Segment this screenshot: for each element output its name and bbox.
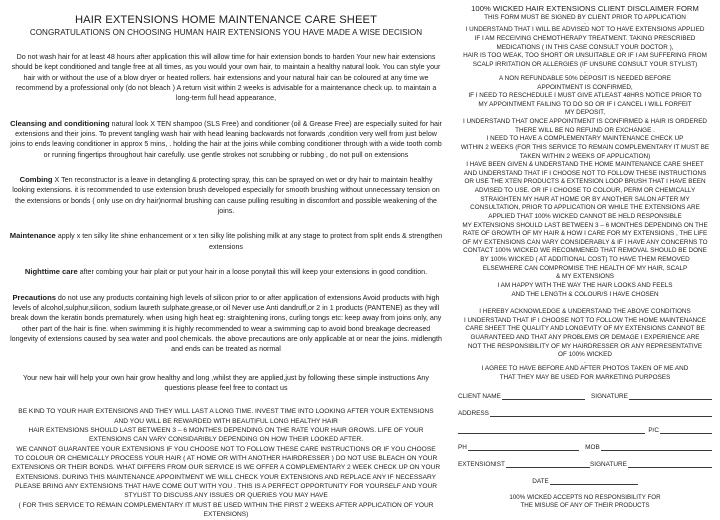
section-nighttime-care [8, 266, 444, 277]
terms-line: BE KIND TO YOUR HAIR EXTENSIONS AND THEY WILL LAST A LONG TIME. INVEST TIME INTO LOOKING AFTER YOUR EXTENSIONS [18, 408, 434, 416]
disclaimer-line: AND THE LENGTH & COLOUR/S I HAVE CHOSEN [511, 290, 659, 298]
disclaimer-line: BY 100% WICKED ( AT ADDITIONAL COST) TO HAVE THEM REMOVED [480, 256, 690, 264]
terms-line: WE CANNOT GUARANTEE YOUR EXTENSIONS IF YOU CHOOSE NOT TO FOLLOW THESE CARE INSTRUCTIONS OR IF YOU CHOOSE [16, 445, 436, 453]
extensionist-input[interactable] [506, 460, 590, 468]
terms-line: EXTENSIONS OR THEIR BONDS. WHAT DIFFERS FROM OUR SERVICE IS WE OFFER A COMPLEMENTARY 2 WEEK CHECK UP ON YOUR [11, 464, 441, 472]
terms-line: TO COLOUR OR CHEMICALLY PROCESS YOUR HAIR ( AT HOME OR WITH ANOTHER HAIRDRESSER ) DO NOT USE BLEACH ON YOUR [14, 455, 438, 463]
disclaimer-line: MY APPOINTMENT FAILING TO DO SO OR IF I CANCEL I WILL FORFEIT [478, 100, 692, 108]
disclaimer-line: I HAVE BEEN GIVEN & UNDERSTAND THE HOME MAINTENANCE CARE SHEET [466, 161, 704, 169]
section-cleansing [8, 118, 444, 160]
disclaimer-line: AND UNDERSTAND THAT IF I CHOOSE NOT TO FOLLOW THESE INSTRUCTIONS [463, 169, 707, 177]
disclaimer-block-medical [458, 26, 712, 69]
page-title: HAIR EXTENSIONS HOME MAINTENANCE CARE SHEET [74, 14, 378, 26]
disclaimer-line: SCALP IRRITATION OR ALLERGIES (IF UNSURE CONSULT YOUR STYLIST) [472, 60, 698, 68]
disclaimer-line: MEDICATIONS ( IN THIS CASE CONSULT YOUR DOCTOR ), [496, 43, 674, 51]
disclaimer-line: OF MY EXTENSIONS CAN VARY CONSIDERABLY & IF I HAVE ANY CONCERNS TO [462, 238, 708, 246]
disclaimer-line: THAT THEY MAY BE USED FOR MARKETING PURPOSES [499, 373, 671, 381]
disclaimer-line: CONTACT 100% WICKED WE RECOMMENED THAT REMOVAL SHOULD BE DONE [463, 247, 707, 255]
disclaimer-line: I UNDERSTAND THAT IF I CHOOSE NOT TO FOLLOW THE HOME MAINTENANCE [464, 316, 706, 324]
terms-line: STYLIST TO DISCUSS ANY ISSUES OR QUERIES YOU MAY HAVE [124, 492, 328, 500]
disclaimer-title: 100% WICKED HAIR EXTENSIONS CLIENT DISCLAIMER FORM [471, 4, 699, 13]
disclaimer-subtitle: THIS FORM MUST BE SIGNED BY CLIENT PRIOR TO APPLICATION [484, 14, 686, 21]
disclaimer-line: APPLIED THAT 100% WICKED CANNOT BE HELD RESPONSIBLE [488, 212, 682, 220]
postcode-input[interactable] [660, 426, 712, 434]
footer-line: 100% WICKED ACCEPTS NO RESPONSIBILITY FOR [509, 493, 661, 501]
divider-dot: . [584, 68, 586, 75]
extensionist-signature-label: SIGNATURE [590, 460, 627, 468]
disclaimer-line: HAIR IS TOO WEAK, TOO SHORT OR UNSUITABLE OR IF I AM SUFFERING FROM [463, 52, 707, 60]
disclaimer-line: I NEED TO HAVE A COMPLEMENTARY MAINTENANCE CHECK UP [486, 135, 684, 143]
disclaimer-line: I UNDERSTAND THAT I WILL BE ADVISED NOT TO HAVE EXTENSIONS APPLIED [465, 26, 705, 34]
footer-disclaimer [458, 494, 712, 511]
date-label: DATE [532, 477, 549, 485]
section-combing-heading: Combing [19, 175, 53, 185]
field-row-postcode [458, 426, 712, 434]
closing-paragraph: Your new hair will help your own hair grow healthy and long ,whilst they are applied,just by following these simple instructions Any questions please feel free to contact us [23, 373, 429, 392]
field-row-phone [458, 443, 712, 451]
disclaimer-line: IF I NEED TO RESCHEDULE I MUST GIVE ATLEAST 48HRS NOTICE PRIOR TO [468, 92, 702, 100]
disclaimer-line: I HEREBY ACKNOWLEDGE & UNDERSTAND THE ABOVE CONDITIONS [479, 308, 691, 316]
section-precautions-body: do not use any products containing high levels of silicon prior to or after application of extensions Avoid products with high levels of alcohol,sulphur,silicon, sodium laureth sulphate,grease,or oil Never use Anti dandruff,or 2 in 1 products (PANTENE) as they will break down the keratin bonds prematurely. when using high heat eg: straightening irons, curling tongs etc: keep away from joins only, any other part of the hair is fine. when swimming it is highly recommended to wear a swimming cap to avoid bond breakage decreased longevity of extensions caused by sea water and pool chemicals. the above precautions are only applicable at or near the joins. midlength and ends can be treated as normal [10, 293, 442, 354]
disclaimer-line: CARE SHEET THE QUALITY AND LONGEVITY OF MY EXTENSIONS CANNOT BE [465, 325, 705, 333]
divider-dot: . [584, 20, 586, 26]
client-signature-input[interactable] [629, 392, 712, 400]
disclaimer-line: CONSULTATION, PRIOR TO APPLICATION OR WHILE THE EXTENSIONS ARE [470, 204, 700, 212]
disclaimer-line: & MY EXTENSIONS [555, 273, 615, 281]
section-combing-body: X Ten reconstructor is a leave in detangling & protecting spray, this can be sprayed on wet or dry hair to maintain healthy looking extensions. it is recommended to use extension brush developed especially for smooth brushing without unnecessary tension on the extensions or bonds ( only use on dry hair)normal brushing can cause pulling resulting in discomfort and possible weakening of the joins. [12, 176, 440, 216]
footer-line: THE MISUSE OF ANY OF THEIR PRODUCTS [520, 502, 650, 510]
page-subtitle: CONGRATULATIONS ON CHOOSING HUMAN HAIR EXTENSIONS YOU HAVE MADE A WISE DECISION [29, 28, 423, 37]
disclaimer-block-terms [458, 75, 712, 299]
section-maintenance-heading: Maintenance [9, 231, 56, 241]
section-precautions [8, 292, 444, 355]
disclaimer-line: I UNDERSTAND THAT ONCE APPOINTMENT IS CONFIRMED & HAIR IS ORDERED [462, 118, 708, 126]
postcode-label: P/C [648, 426, 659, 434]
mobile-input[interactable] [601, 443, 712, 451]
mobile-label: MOB [585, 443, 600, 451]
terms-line: PLEASE BRING ANY EXTENSIONS THAT HAVE COME OUT WITH YOU . THIS IS A PERFECT OPPORTUNITY FOR YOURSELF AND YOUR [15, 483, 437, 491]
address-line2-input[interactable] [458, 426, 645, 434]
section-maintenance-body: apply x ten silky lite shine enhancement or x ten silky lite polishing milk at any stage to protect from split ends & strengthen extensions [57, 232, 443, 251]
phone-label: PH [458, 443, 467, 451]
signature-fields [458, 392, 712, 485]
terms-line: AND YOU WILL BE REWARDED WITH BEAUTIFUL LONG HEALTHY HAIR [114, 417, 338, 425]
disclaimer-line: IF I AM RECEIVING CHEMOTHERAPY TREATMENT. TAKING PRESCRIBED [474, 35, 696, 43]
section-nighttime-body: after combing your hair plait or put your hair in a loose ponytail this will keep your extensions in good condition. [79, 268, 428, 277]
disclaimer-line: ADVISED TO USE. OR IF I CHOOSE TO COLOUR, PERM OR CHEMICALLY [474, 187, 696, 195]
section-cleansing-heading: Cleansing and conditioning [10, 118, 110, 128]
disclaimer-line: THERE WILL BE NO REFUND OR EXCHANGE . [515, 126, 655, 134]
terms-line: ( FOR THIS SERVICE TO REMAIN COMPLEMENTARY IT MUST BE USED WITHIN THE FIRST 2 WEEKS AFTER APPLICATION OF YOUR [18, 501, 434, 509]
disclaimer-line: MY DEPOSIT, [564, 109, 606, 117]
disclaimer-line: TAKEN WITHIN 2 WEEKS OF APPLICATION) [519, 152, 651, 160]
disclaimer-line: I AGREE TO HAVE BEFORE AND AFTER PHOTOS TAKEN OF ME AND [481, 365, 689, 373]
terms-line: EXTENSIONS) [203, 511, 249, 519]
disclaimer-line: OF 100% WICKED [558, 351, 612, 359]
section-nighttime-heading: Nighttime care [24, 267, 78, 277]
disclaimer-line: ELSEWHERE CAN COMPROMISE THE HEALTH OF MY HAIR, SCALP [482, 264, 688, 272]
address-label: ADDRESS [458, 409, 489, 417]
disclaimer-line: NOT THE RESPONSIBILITY OF MY HAIRDRESSER OR ANY REPRESENTATIVE [467, 342, 703, 350]
section-maintenance [8, 230, 444, 252]
disclaimer-line: WITHIN 2 WEEKS (FOR THIS SERVICE TO REMAIN COMPLEMENTARY IT MUST BE [460, 143, 710, 151]
field-row-client-name [458, 392, 712, 400]
address-input[interactable] [490, 409, 712, 417]
extensionist-signature-input[interactable] [628, 460, 712, 468]
section-combing [8, 174, 444, 216]
disclaimer-line: GUARANTEED AND THAT ANY PROBLEMS OR DEMAGE I EXPERIENCE ARE [470, 334, 700, 342]
disclaimer-line: STRAIGHTEN MY HAIR AT HOME OR BY ANOTHER SALON AFTER MY [480, 195, 690, 203]
client-name-label: CLIENT NAME [458, 392, 501, 400]
terms-line: EXTENSIONS. DURING THIS MAINTENANCE APPOINTMENT WE WILL CHECK YOUR EXTENSIONS AND REPLACE ANY IF NECESSARY [15, 473, 437, 481]
disclaimer-line: OR USE THE XTEN PRODUCTS & EXTENSION LOOP BRUSH THAT I HAVE BEEN [464, 178, 706, 186]
terms-capitals-block [8, 407, 444, 519]
terms-line: HAIR EXTENSIONS SHOULD LAST BETWEEN 3 – 6 MONTHES DEPENDING ON THE RATE YOUR HAIR GROWS. LIFE OF YOUR [28, 426, 424, 434]
terms-line: EXTENSIONS CAN VARY CONSIDARIBLY DEPENDING ON HOW THEIR LOOKED AFTER. [88, 436, 364, 444]
client-name-input[interactable] [502, 392, 585, 400]
disclaimer-line: RATE OF GROWTH OF MY HAIR & HOW I CARE FOR MY EXTENSIONS , THE LIFE [462, 230, 708, 238]
phone-input[interactable] [468, 443, 579, 451]
date-input[interactable] [550, 477, 638, 485]
disclaimer-block-acknowledgement [458, 308, 712, 360]
extensionist-label: EXTENSIONIST [458, 460, 505, 468]
disclaimer-block-photos [458, 365, 712, 382]
field-row-extensionist [458, 460, 712, 468]
field-row-address [458, 409, 712, 417]
client-signature-label: SIGNATURE [591, 392, 628, 400]
disclaimer-line: MY EXTENSIONS SHOULD LAST BETWEEN 3 – 6 MONTHES DEPENDING ON THE [462, 221, 708, 229]
disclaimer-line: APPOINTMENT IS CONFIRMED, [537, 83, 633, 91]
disclaimer-line: I AM HAPPY WITH THE WAY THE HAIR LOOKS AND FEELS [497, 281, 673, 289]
section-cleansing-body: natural look X TEN shampoo (SLS Free) and conditioner (oil & Grease Free) are especially suited for hair extensions and their joins. To prevent tangling wash hair with head leaning backwards not forwards ,condition very well from just below joins to ends leaving conditioner in approx 5 mins, . holding the hair at the joins while combing conditioner through with a wide tooth comb or running fingertips throughout hair carefully. use gentle strokes not scrubbing or rubbing , do not pull on extensions [10, 119, 442, 159]
divider-dot: . [584, 358, 586, 365]
field-row-date [458, 477, 712, 485]
intro-paragraph: Do not wash hair for at least 48 hours after application this will allow time for hair extension bonds to harden Your new hair extensions should be kept conditioned and tangle free at all times, as you would your own hair, to maintain a healthy natural look. You can style your hair with or without the use of a blow dryer or heated rollers. hair extensions and your natural hair can be coloured at any time we recommend by a professional only (do not bleach ) A return visit within 2 weeks is advisable for a maintenance check up. to maintain a long-term full head appearance, [11, 53, 441, 103]
disclaimer-form-column [452, 0, 720, 510]
section-precautions-heading: Precautions [12, 292, 56, 302]
disclaimer-line: A NON REFUNDABLE 50% DEPOSIT IS NEEDED BEFORE [499, 74, 671, 82]
